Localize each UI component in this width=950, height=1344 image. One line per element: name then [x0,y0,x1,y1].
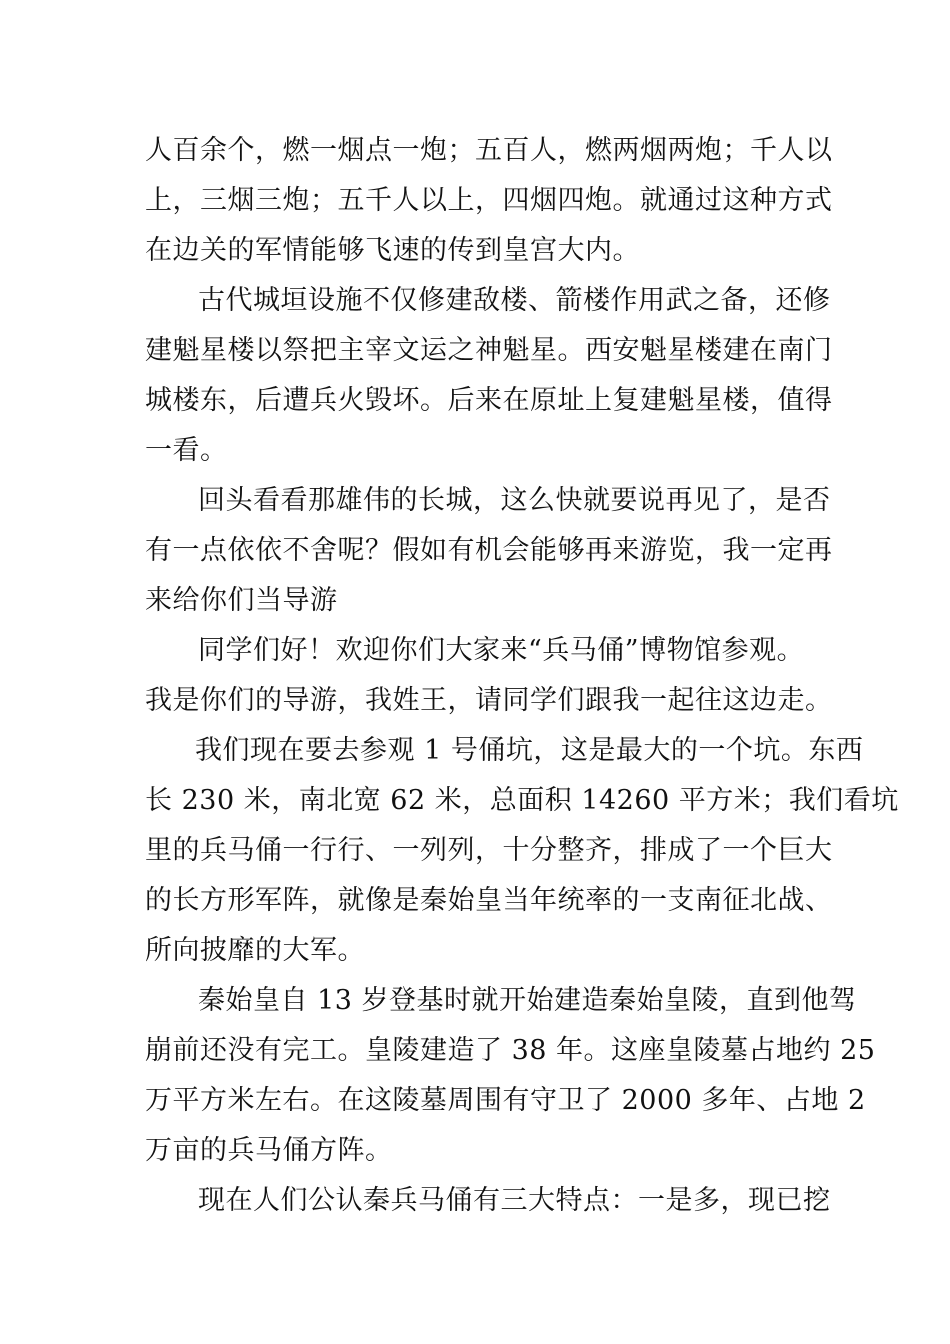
text-line: 的长方形军阵，就像是秦始皇当年统率的一支南征北战、 [145,885,833,916]
text-line: 里的兵马俑一行行、一列列，十分整齐，排成了一个巨大 [145,835,833,866]
text-line: 我是你们的导游，我姓王，请同学们跟我一起往这边走。 [145,685,833,716]
paragraph-first-line: 古代城垣设施不仅修建敌楼、箭楼作用武之备，还修 [198,285,831,316]
text-line: 长 230 米，南北宽 62 米，总面积 14260 平方米；我们看坑 [145,785,899,816]
text-line: 建魁星楼以祭把主宰文运之神魁星。西安魁星楼建在南门 [145,335,833,366]
paragraph-first-line: 秦始皇自 13 岁登基时就开始建造秦始皇陵，直到他驾 [198,985,857,1016]
text-line: 所向披靡的大军。 [145,935,365,966]
paragraph-first-line: 同学们好！欢迎你们大家来“兵马俑”博物馆参观。 [198,635,805,666]
text-line: 崩前还没有完工。皇陵建造了 38 年。这座皇陵墓占地约 25 [145,1035,876,1066]
text-line: 万平方米左右。在这陵墓周围有守卫了 2000 多年、占地 2 [145,1085,866,1116]
text-line: 有一点依依不舍呢？假如有机会能够再来游览，我一定再 [145,535,833,566]
paragraph-first-line: 现在人们公认秦兵马俑有三大特点：一是多，现已挖 [198,1185,831,1216]
text-line: 一看。 [145,435,228,466]
paragraph-first-line: 回头看看那雄伟的长城，这么快就要说再见了，是否 [198,485,831,516]
text-line: 万亩的兵马俑方阵。 [145,1135,393,1166]
text-line: 人百余个，燃一烟点一炮；五百人，燃两烟两炮；千人以 [145,135,833,166]
text-line: 城楼东，后遭兵火毁坏。后来在原址上复建魁星楼，值得 [145,385,833,416]
text-line: 上，三烟三炮；五千人以上，四烟四炮。就通过这种方式 [145,185,833,216]
text-line: 来给你们当导游 [145,585,338,616]
paragraph-first-line: 我们现在要去参观 1 号俑坑，这是最大的一个坑。东西 [195,735,864,766]
text-line: 在边关的军情能够飞速的传到皇宫大内。 [145,235,640,266]
